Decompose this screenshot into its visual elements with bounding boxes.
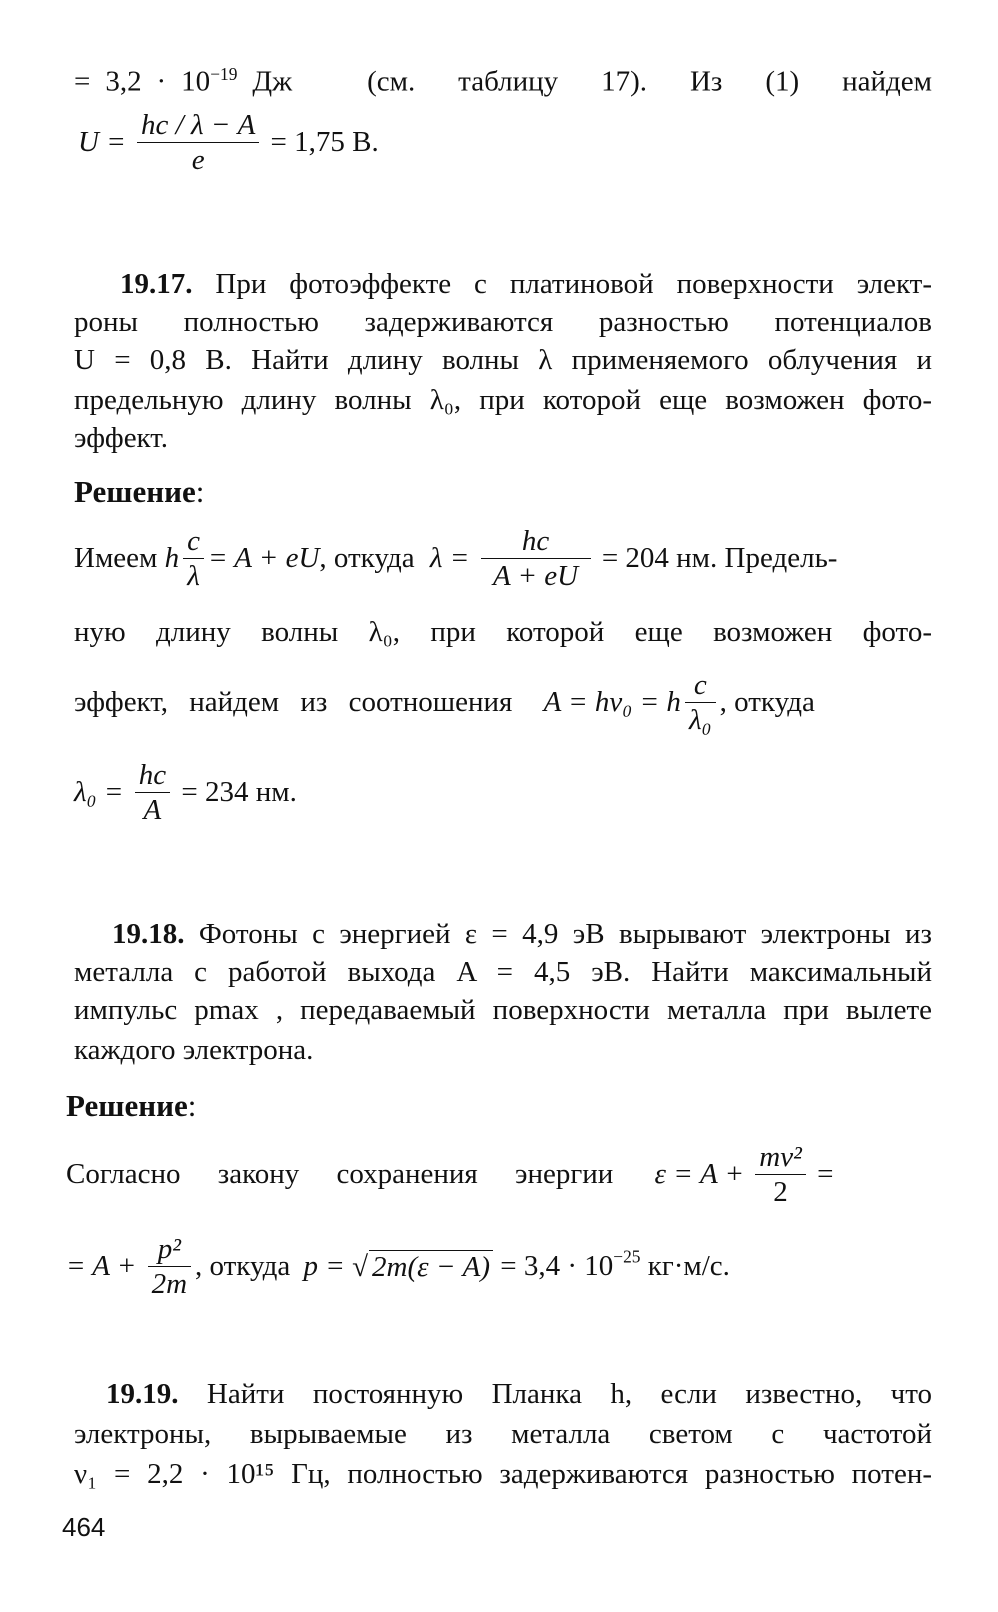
solution-heading-19-18: Решение:	[66, 1088, 197, 1123]
problem-19-19-line-3: ν₁ = 2,2 · 10¹⁵ Гц, полностью задерживаются разностью потен-	[74, 1458, 932, 1490]
problem-19-17-line-3: U = 0,8 В. Найти длину волны λ применяемого облучения и	[74, 344, 932, 376]
problem-19-18-line-1: 19.18. Фотоны с энергией ε = 4,9 эВ вырывают электроны из	[112, 918, 932, 950]
page-number: 464	[62, 1512, 106, 1542]
solution-19-17-line-3: эффект, найдем из соотношения A = hν₀ = h $\frac{c}{\text{λ₀}}$ , откуда	[74, 669, 815, 736]
problem-19-17-line-4: предельную длину волны λ₀, при которой еще возможен фото-	[74, 384, 932, 416]
problem-19-19-line-1: 19.19. Найти постоянную Планка h, если известно, что	[106, 1378, 933, 1410]
problem-19-17-line-5: эффект.	[74, 422, 169, 454]
problem-19-18-line-4: каждого электрона.	[74, 1034, 314, 1066]
solution-19-18-line-2: = A + $\frac{\text{p²}}{2m}$ , откуда p = √ $2m(\varepsilon - A) = 3,4 \cdot 10^{-25}$ кг·м/с.	[66, 1233, 730, 1300]
problem-19-18-line-2: металла с работой выхода A = 4,5 эВ. Найти максимальный	[74, 956, 932, 988]
problem-19-18-line-3: импульс pmax , передаваемый поверхности металла при вылете	[74, 994, 932, 1026]
problem-19-17-line-2: роны полностью задерживаются разностью потенциалов	[74, 306, 932, 338]
solution-19-18-line-1: Согласно закону сохранения энергии ε = A + $\frac{\text{mv²}}{2}$ =	[66, 1141, 834, 1208]
solution-19-17-line-1: Имеем h $\frac{c}{\lambda}$ = A + eU, откуда λ = $\frac{hc}{A + eU}$ = 204 нм. Предель-	[74, 525, 838, 592]
prev-result-line: = $3,2 \cdot 10^{-19}$ Дж (см. таблицу 17). Из (1) найдем	[74, 64, 933, 98]
problem-19-17-line-1: 19.17. При фотоэффекте с платиновой поверхности элект-	[120, 268, 932, 300]
problem-19-19-line-2: электроны, вырываемые из металла светом с частотой	[74, 1418, 932, 1450]
solution-heading-19-17: Решение:	[74, 474, 205, 509]
solution-19-17-line-4: λ₀ = $\frac{hc}{A}$ = 234 нм.	[74, 759, 297, 826]
formula-u: U = $\frac{hc / \lambda - A}{e}$ = 1,75 В.	[78, 109, 379, 176]
solution-19-17-line-2: ную длину волны λ₀, при которой еще возможен фото-	[74, 616, 932, 648]
